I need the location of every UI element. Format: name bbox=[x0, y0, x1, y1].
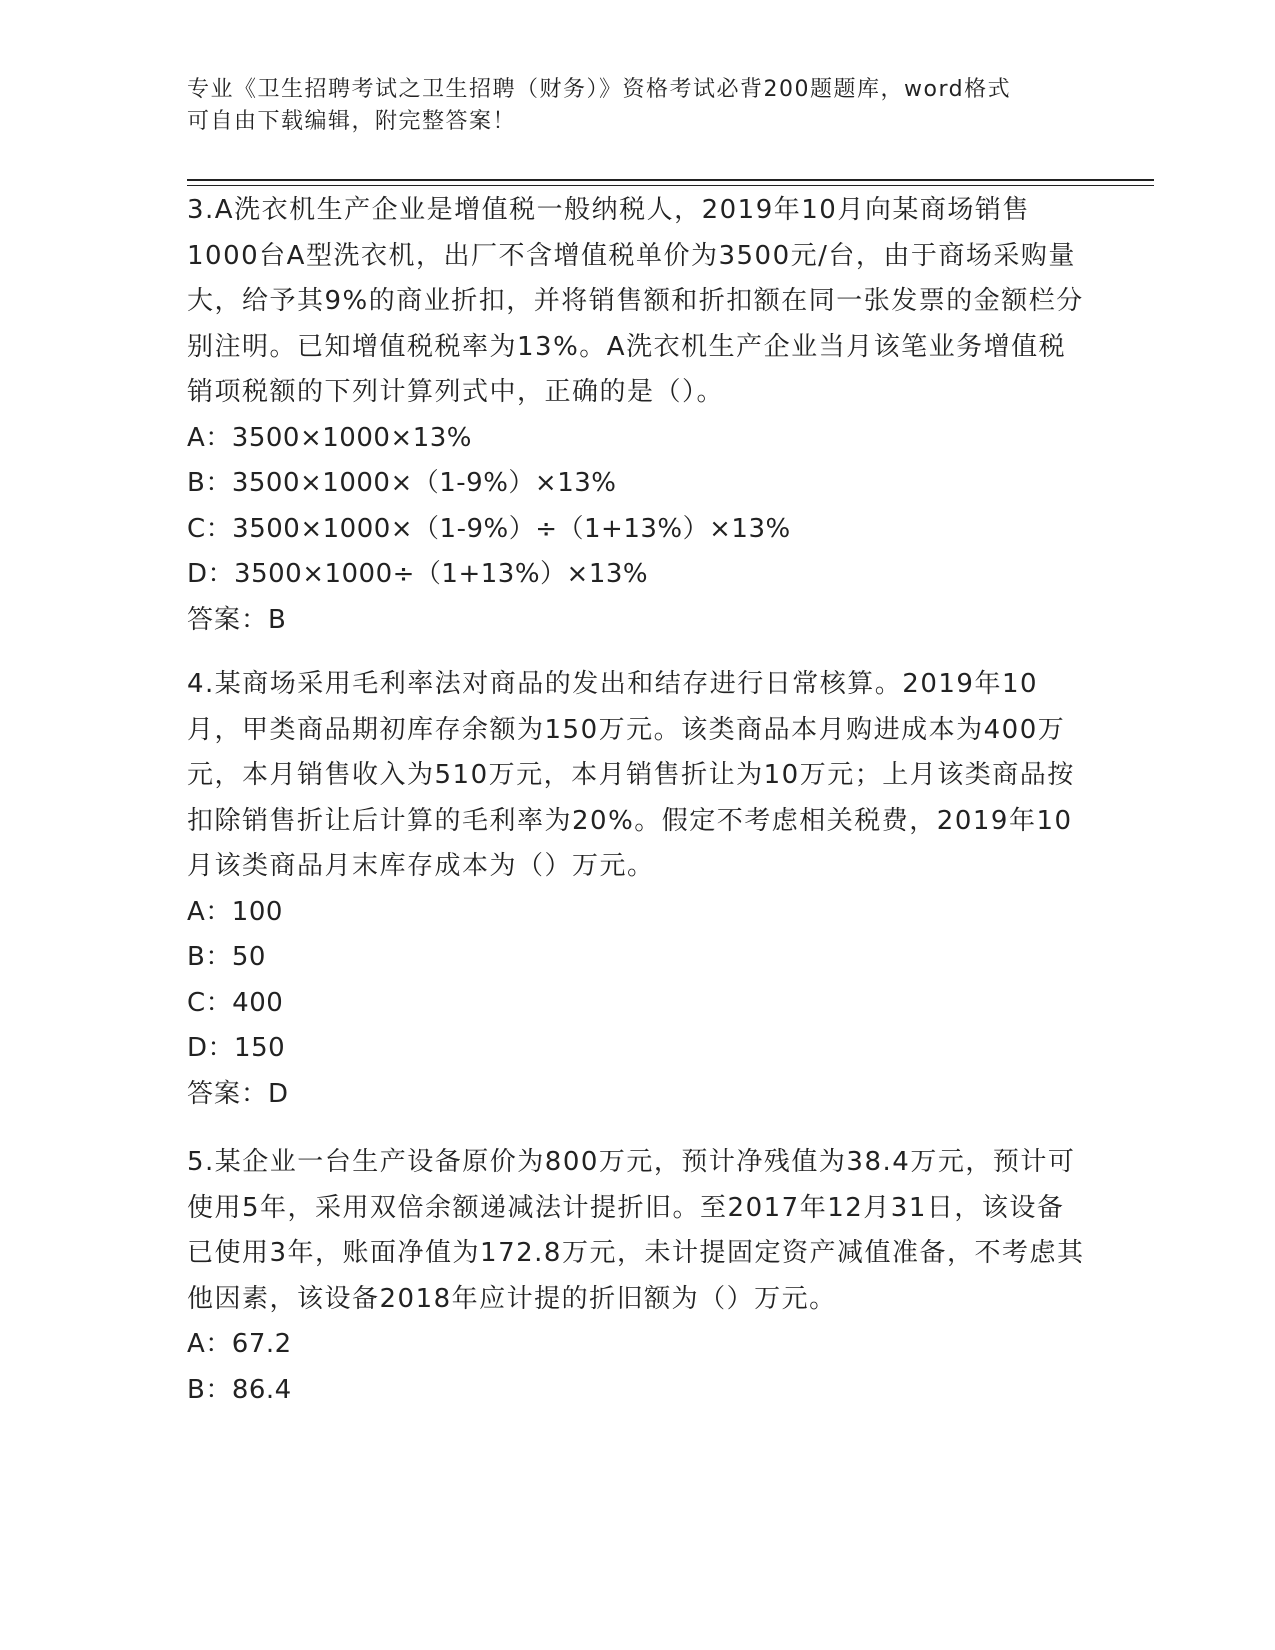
option-b: B：50 bbox=[187, 942, 266, 972]
header-divider-thin bbox=[187, 185, 1154, 186]
option-b: B：3500×1000×（1-9%）×13% bbox=[187, 468, 617, 498]
question-stem: 3.A洗衣机生产企业是增值税一般纳税人，2019年10月向某商场销售1000台A型洗衣机，出厂不含增值税单价为3500元/台，由于商场采购量大，给予其9%的商业折扣，并将销售额和折扣额在同一张发票的金额栏分别注明。已知增值税税率为13%。A洗衣机生产企业当月该笔业务增值税销项税额的下列计算列式中，正确的是（）。 bbox=[187, 195, 1084, 407]
question-stem: 4.某商场采用毛利率法对商品的发出和结存进行日常核算。2019年10月，甲类商品期初库存余额为150万元。该类商品本月购进成本为400万元，本月销售收入为510万元，本月销售折让为10万元；上月该类商品按扣除销售折让后计算的毛利率为20%。假定不考虑相关税费，2019年10月该类商品月末库存成本为（）万元。 bbox=[187, 669, 1075, 881]
answer-label: 答案：B bbox=[187, 604, 287, 635]
option-c: C：3500×1000×（1-9%）÷（1+13%）×13% bbox=[187, 513, 791, 544]
option-d: D：3500×1000÷（1+13%）×13% bbox=[187, 559, 649, 589]
header-title-line1: 专业《卫生招聘考试之卫生招聘（财务）》资格考试必背200题题库，word格式 bbox=[187, 77, 1012, 102]
option-b: B：86.4 bbox=[187, 1374, 292, 1405]
question-5 bbox=[187, 1140, 1087, 1413]
option-c: C：400 bbox=[187, 987, 284, 1018]
question-4 bbox=[187, 662, 1087, 1117]
answer-label: 答案：D bbox=[187, 1078, 290, 1109]
option-a: A：3500×1000×13% bbox=[187, 422, 472, 453]
header-title-line2: 可自由下载编辑，附完整答案！ bbox=[187, 109, 517, 134]
question-3 bbox=[187, 188, 1087, 643]
question-stem: 5.某企业一台生产设备原价为800万元，预计净残值为38.4万元，预计可使用5年，采用双倍余额递减法计提折旧。至2017年12月31日，该设备已使用3年，账面净值为172.8万元，未计提固定资产减值准备，不考虑其他因素，该设备2018年应计提的折旧额为（）万元。 bbox=[187, 1147, 1085, 1314]
option-a: A：100 bbox=[187, 896, 283, 927]
header-divider-thick bbox=[187, 179, 1154, 181]
option-d: D：150 bbox=[187, 1033, 286, 1063]
option-a: A：67.2 bbox=[187, 1329, 292, 1359]
document-header bbox=[187, 74, 1087, 138]
